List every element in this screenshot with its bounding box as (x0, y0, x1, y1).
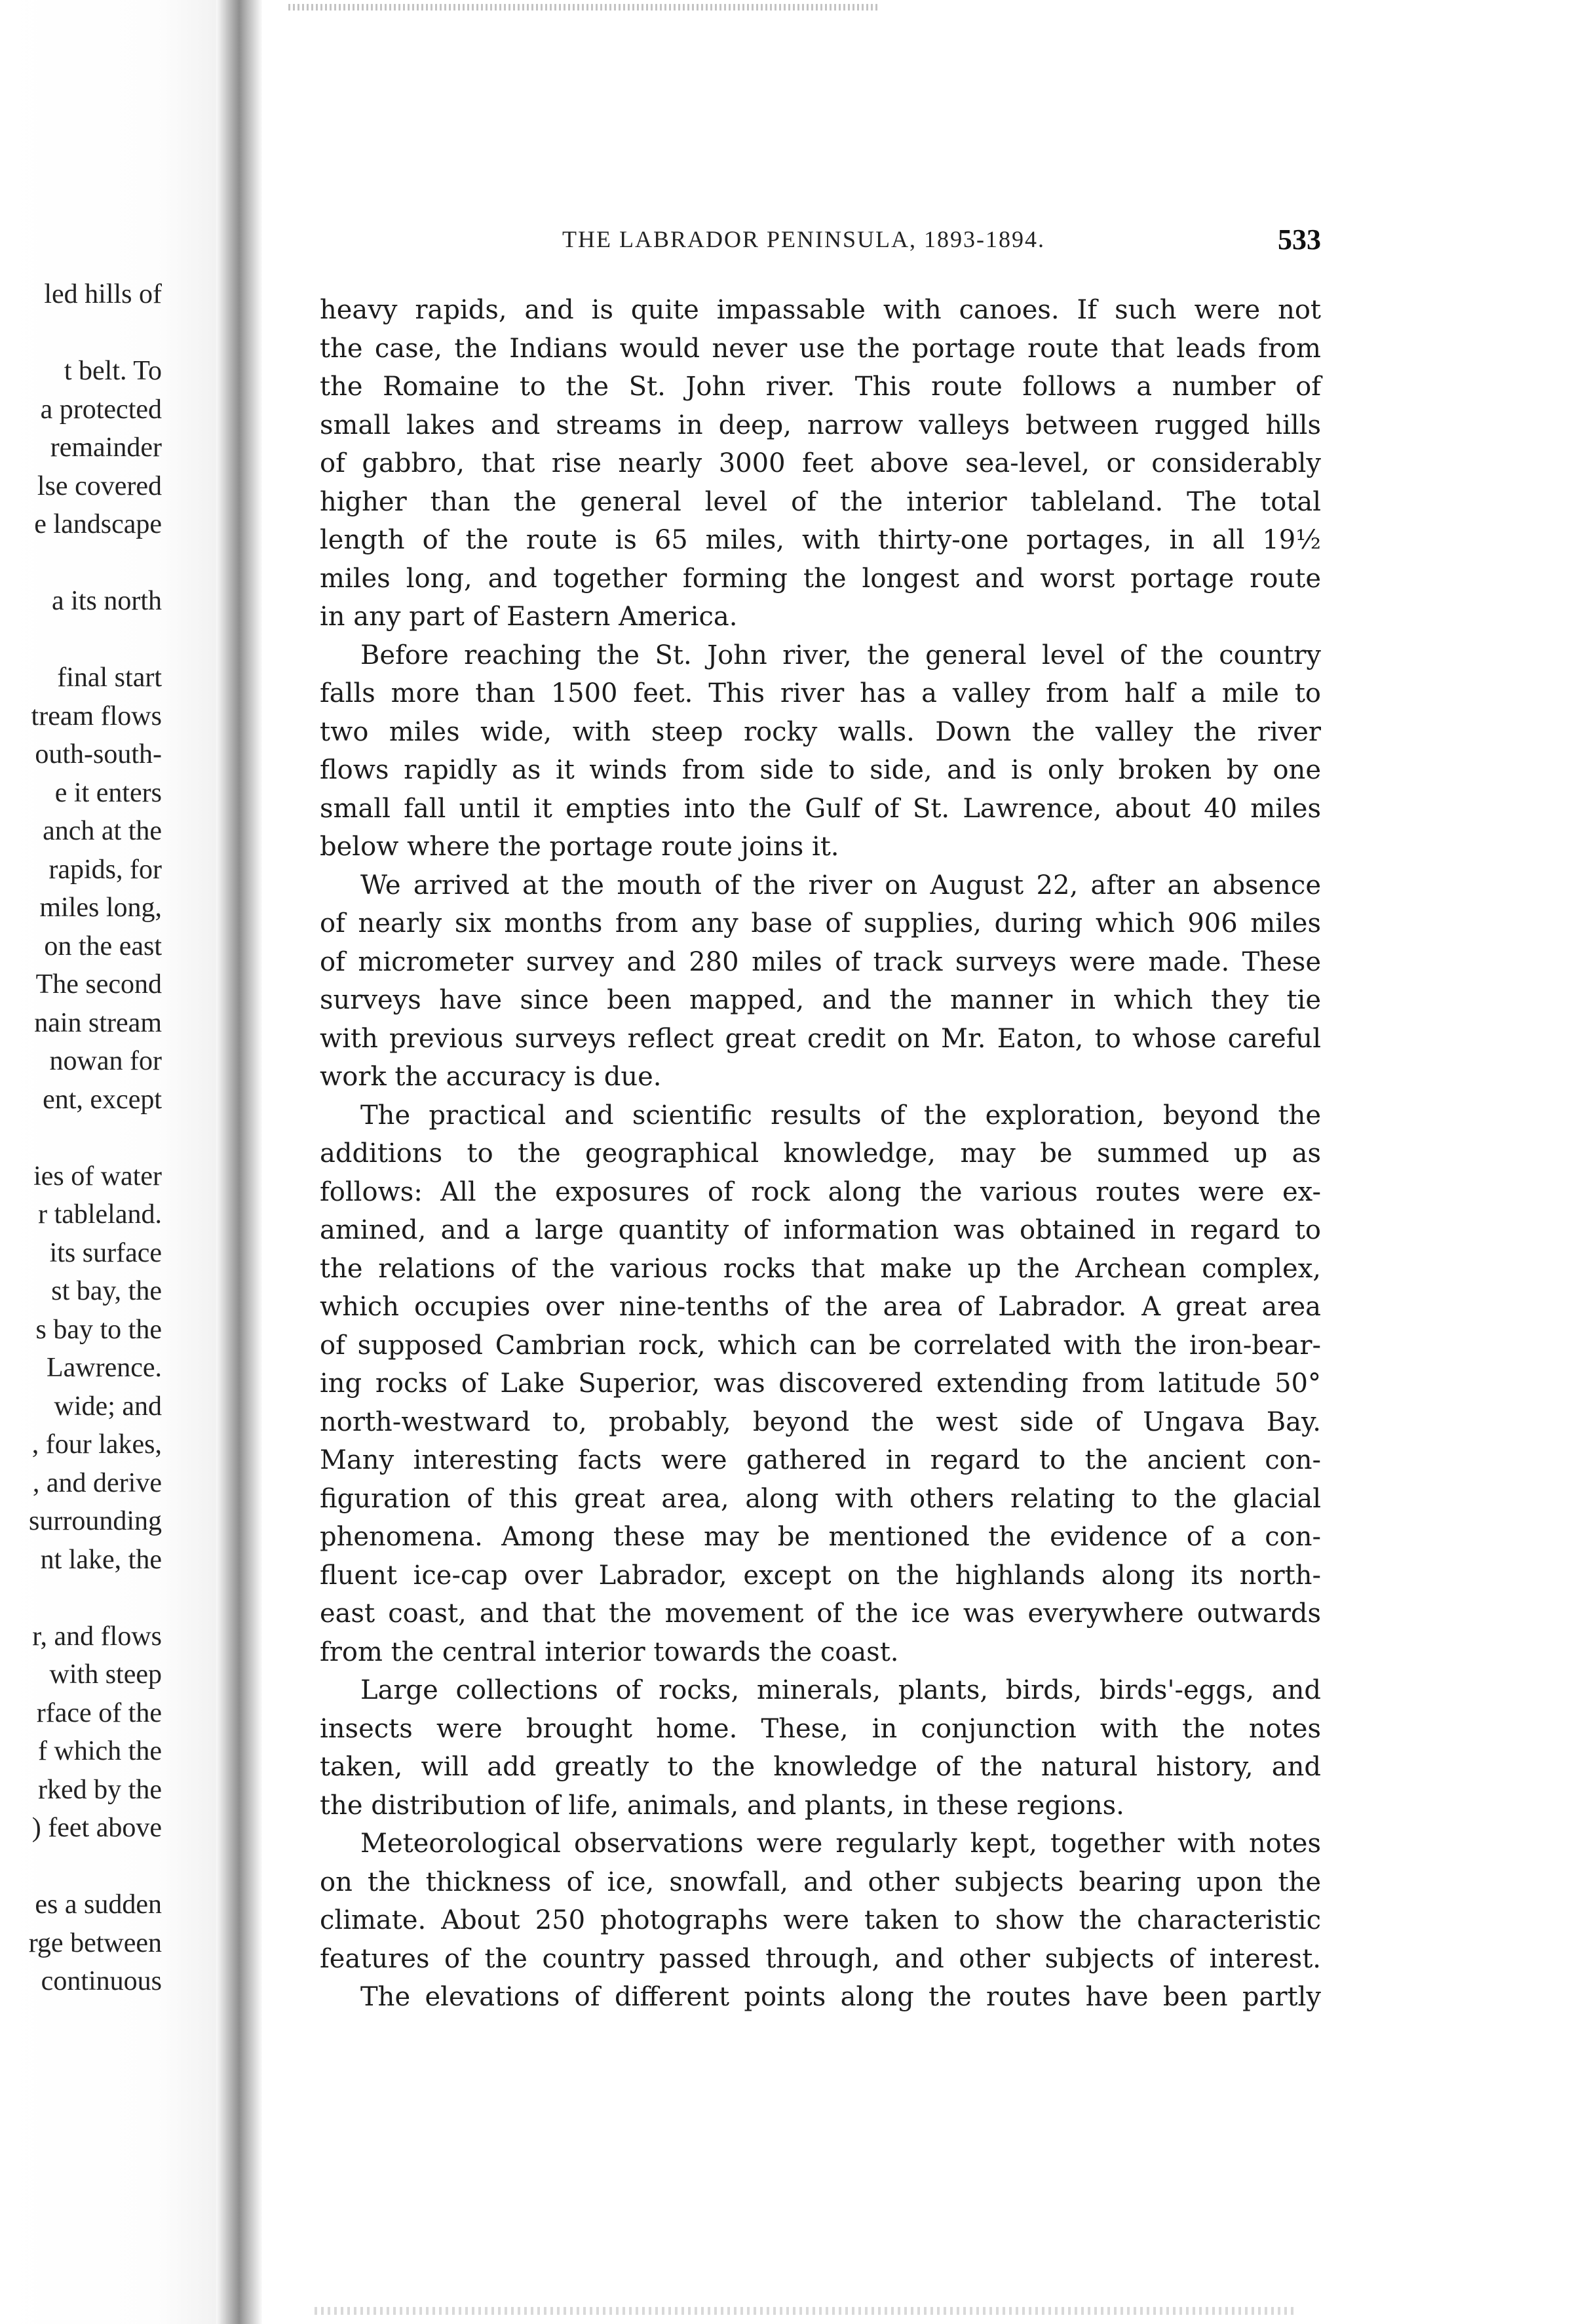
text-line: insects were brought home. These, in conjunction with the notes (320, 1713, 1321, 1744)
text-line: of micrometer survey and 280 miles of track surveys were made. These (320, 946, 1321, 977)
text-line: ing rocks of Lake Superior, was discovered extending from latitude 50° (320, 1368, 1321, 1399)
text-line: The elevations of different points along the routes have been partly (360, 1982, 1321, 2012)
text-line: higher than the general level of the interior tableland. The total (320, 486, 1321, 517)
left-line: led hills of (44, 279, 162, 309)
text-line: on the thickness of ice, snowfall, and other subjects bearing upon the (320, 1867, 1321, 1897)
left-line: miles long, (39, 893, 162, 923)
left-line: The second (35, 969, 162, 999)
left-line: wide; and (54, 1391, 162, 1422)
text-line: work the accuracy is due. (320, 1062, 662, 1092)
text-line: The practical and scientific results of the exploration, beyond the (360, 1100, 1321, 1131)
left-line: Lawrence. (46, 1353, 162, 1383)
left-line: ent, except (43, 1084, 162, 1115)
left-page-edge (0, 0, 226, 2324)
text-line: the Romaine to the St. John river. This route follows a number of (320, 372, 1321, 402)
left-line: e it enters (54, 777, 162, 808)
left-line: with steep (49, 1659, 162, 1690)
left-line: rge between (28, 1927, 162, 1958)
left-line: st bay, the (51, 1276, 162, 1306)
text-line: the relations of the various rocks that make up the Archean complex, (320, 1253, 1321, 1284)
text-line: taken, will add greatly to the knowledge of the natural history, and (320, 1752, 1321, 1782)
left-line: r, and flows (32, 1621, 162, 1652)
text-line: Meteorological observations were regularly kept, together with notes (360, 1829, 1321, 1859)
left-line: e landscape (34, 509, 162, 539)
page-number: 533 (1278, 223, 1321, 256)
text-line: small lakes and streams in deep, narrow valleys between rugged hills (320, 410, 1321, 440)
text-line: of nearly six months from any base of supplies, during which 906 miles (320, 908, 1321, 939)
left-line: ies of water (33, 1161, 162, 1191)
text-line: climate. About 250 photographs were taken to show the characteristic (320, 1905, 1321, 1935)
left-line (29, 621, 162, 659)
left-line (29, 314, 162, 353)
text-line: falls more than 1500 feet. This river has a valley from half a mile to (320, 678, 1321, 708)
left-line: remainder (50, 433, 162, 463)
text-line: below where the portage route joins it. (320, 832, 839, 862)
left-line: rapids, for (48, 854, 162, 885)
text-line: the distribution of life, animals, and plants, in these regions. (320, 1790, 1124, 1821)
left-line: rface of the (36, 1697, 162, 1728)
left-line: t belt. To (64, 356, 162, 386)
text-line: from the central interior towards the coast. (320, 1636, 899, 1667)
text-line: surveys have since been mapped, and the manner in which they tie (320, 985, 1321, 1015)
left-line: a its north (52, 586, 162, 616)
text-line: the case, the Indians would never use the portage route that leads from (320, 333, 1321, 364)
text-line: east coast, and that the movement of the ice was everywhere outwards (320, 1598, 1321, 1629)
left-line (29, 1848, 162, 1886)
left-line: tream flows (31, 701, 162, 731)
text-line: Large collections of rocks, minerals, plants, birds, birds'-eggs, and (360, 1675, 1321, 1705)
text-line: follows: All the exposures of rock along the various routes were ex- (320, 1176, 1321, 1207)
text-line: figuration of this great area, along with others relating to the glacial (320, 1483, 1321, 1514)
left-line: anch at the (43, 816, 162, 846)
left-line: continuous (41, 1966, 162, 1996)
text-line: phenomena. Among these may be mentioned the evidence of a con- (320, 1522, 1321, 1552)
book-gutter-shadow (216, 0, 262, 2324)
body-text (320, 291, 1321, 2017)
text-line: length of the route is 65 miles, with thirty-one portages, in all 19½ (320, 525, 1321, 555)
text-line: in any part of Eastern America. (320, 602, 738, 632)
left-line (29, 1579, 162, 1617)
running-head (320, 225, 1321, 262)
running-title: THE LABRADOR PENINSULA, 1893-1894. (562, 226, 1045, 252)
left-line: lse covered (37, 471, 162, 501)
text-line: flows rapidly as it winds from side to side, and is only broken by one (320, 755, 1321, 785)
left-line: es a sudden (35, 1889, 162, 1920)
text-line: features of the country passed through, and other subjects of interest. (320, 1943, 1321, 1974)
text-line: We arrived at the mouth of the river on August 22, after an absence (360, 870, 1321, 901)
left-line (29, 1119, 162, 1157)
text-line: miles long, and together forming the longest and worst portage route (320, 563, 1321, 594)
left-line: outh-south- (35, 739, 162, 769)
text-line: two miles wide, with steep rocky walls. Down the valley the river (320, 716, 1321, 747)
left-line: , and derive (32, 1467, 162, 1498)
text-line: with previous surveys reflect great credit on Mr. Eaton, to whose careful (320, 1023, 1321, 1054)
text-line: heavy rapids, and is quite impassable with canoes. If such were not (320, 295, 1321, 325)
left-line: nt lake, the (40, 1544, 162, 1575)
text-line: north-westward to, probably, beyond the west side of Ungava Bay. (320, 1406, 1321, 1437)
text-line: of gabbro, that rise nearly 3000 feet above sea-level, or considerably (320, 448, 1321, 478)
left-line: s bay to the (35, 1314, 162, 1345)
text-line: fluent ice-cap over Labrador, except on the highlands along its north- (320, 1560, 1321, 1591)
left-line: , four lakes, (31, 1429, 162, 1460)
left-line: on the east (44, 931, 162, 961)
left-line: surrounding (29, 1506, 162, 1536)
right-page (320, 0, 1321, 2324)
left-line: ) feet above (31, 1813, 162, 1843)
left-line: a protected (40, 394, 162, 425)
left-line: its surface (49, 1237, 162, 1268)
text-line: amined, and a large quantity of information was obtained in regard to (320, 1215, 1321, 1245)
left-line: f which the (38, 1736, 162, 1766)
text-line: additions to the geographical knowledge, may be summed up as (320, 1138, 1321, 1169)
left-page-text-fragments (29, 275, 162, 2001)
text-line: Before reaching the St. John river, the general level of the country (360, 640, 1321, 670)
left-line: r tableland. (38, 1199, 162, 1230)
left-line: nowan for (49, 1046, 162, 1076)
text-line: Many interesting facts were gathered in regard to the ancient con- (320, 1445, 1321, 1475)
left-line: final start (57, 663, 162, 693)
text-line: small fall until it empties into the Gulf of St. Lawrence, about 40 miles (320, 793, 1321, 824)
text-line: of supposed Cambrian rock, which can be correlated with the iron-bear- (320, 1330, 1321, 1361)
left-line (29, 544, 162, 583)
left-line: rked by the (38, 1774, 162, 1805)
text-line: which occupies over nine-tenths of the area of Labrador. A great area (320, 1292, 1321, 1322)
left-line: nain stream (34, 1007, 162, 1038)
